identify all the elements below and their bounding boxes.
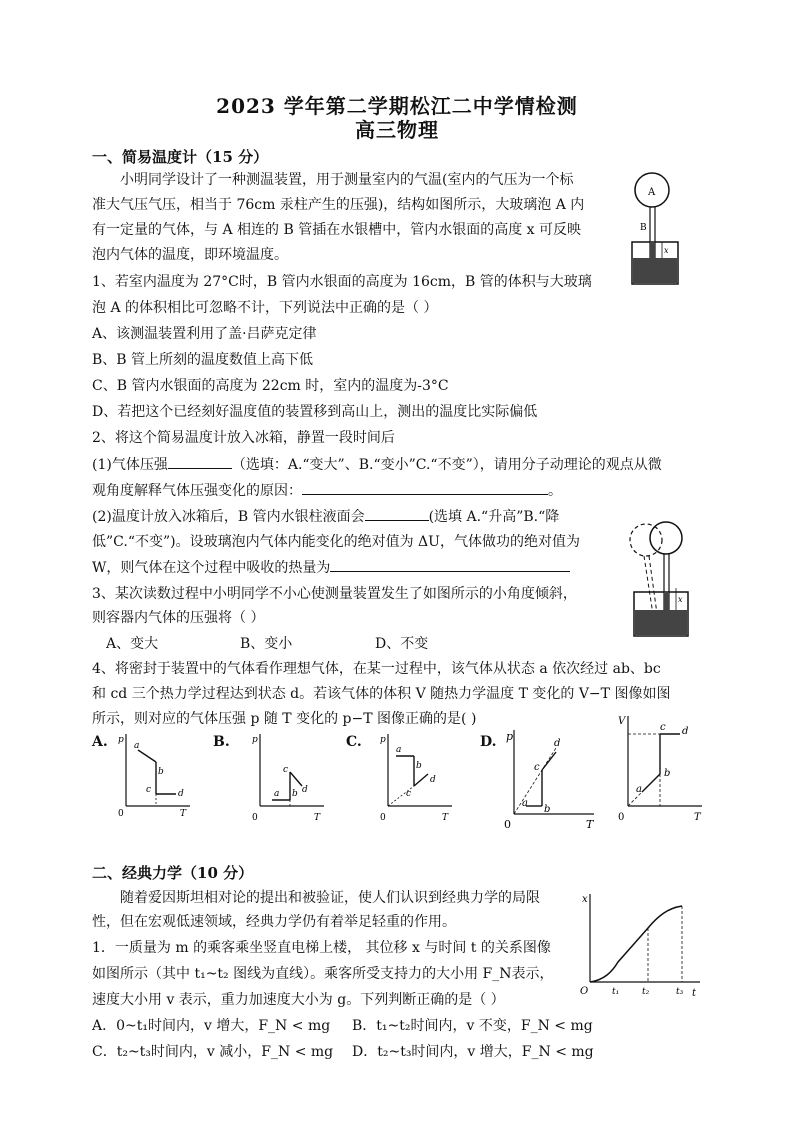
q1-stem-line: 1、若室内温度为 27°C时，B 管内水银面的高度为 16cm，B 管的体积与大玻璃 bbox=[92, 274, 592, 290]
xt-graph bbox=[574, 890, 706, 1002]
q1-option-c: C、B 管内水银面的高度为 22cm 时，室内的温度为-3°C bbox=[92, 378, 449, 394]
svg-text:0: 0 bbox=[252, 813, 258, 822]
section1-intro-line: 有一定量的气体，与 A 相连的 B 管插在水银槽中，管内水银面的高度 x 可反映 bbox=[92, 222, 581, 238]
q2-part1-text: 。 bbox=[548, 483, 562, 499]
svg-text:V: V bbox=[618, 716, 626, 727]
q4-stem-line: 4、将密封于装置中的气体看作理想气体，在某一过程中，该气体从状态 a 依次经过 ab、bc bbox=[92, 661, 661, 677]
svg-text:a: a bbox=[396, 745, 402, 755]
q3-option-b: B、变小 bbox=[240, 636, 293, 652]
svg-text:b: b bbox=[416, 761, 422, 771]
s2q1-option-c: C．t₂~t₃时间内，v 减小，F_N < mg bbox=[92, 1044, 334, 1060]
answer-blank[interactable] bbox=[302, 480, 548, 495]
q2-part2-line2: 低”C.“不变”)。设玻璃泡内气体内能变化的绝对值为 ΔU，气体做功的绝对值为 bbox=[92, 534, 580, 550]
svg-text:B: B bbox=[640, 223, 647, 233]
section1-intro-line: 小明同学设计了一种测温装置，用于测量室内的气温(室内的气压为一个标 bbox=[120, 172, 574, 188]
svg-text:a: a bbox=[522, 798, 528, 809]
svg-text:0: 0 bbox=[380, 813, 386, 822]
svg-text:0: 0 bbox=[504, 818, 511, 830]
q2-part2-line1 bbox=[92, 505, 559, 530]
svg-text:b: b bbox=[544, 804, 551, 815]
tilted-thermometer-figure bbox=[620, 516, 700, 644]
svg-text:0: 0 bbox=[618, 812, 625, 822]
svg-text:a: a bbox=[274, 789, 280, 799]
svg-text:p: p bbox=[506, 730, 514, 743]
svg-text:p: p bbox=[252, 735, 258, 745]
svg-text:T: T bbox=[586, 818, 594, 830]
q3-option-a: A、变大 bbox=[106, 636, 159, 652]
svg-text:t₁: t₁ bbox=[612, 987, 620, 997]
q3-option-d: D、不变 bbox=[375, 636, 429, 652]
page-title: 2023 学年第二学期松江二中学情检测 bbox=[216, 94, 578, 118]
svg-text:T: T bbox=[314, 813, 321, 822]
svg-text:p: p bbox=[118, 735, 124, 745]
svg-text:b: b bbox=[664, 768, 671, 779]
svg-text:O: O bbox=[580, 986, 589, 997]
section2-heading: 二、经典力学（10 分） bbox=[92, 864, 254, 882]
svg-text:d: d bbox=[430, 775, 436, 785]
page-subtitle: 高三物理 bbox=[355, 118, 439, 142]
q2-part2-line3 bbox=[92, 556, 570, 581]
q2-part1-line2 bbox=[92, 479, 562, 504]
graph-label-b: B. bbox=[213, 734, 230, 750]
section1-heading: 一、简易温度计（15 分） bbox=[92, 148, 269, 166]
q2-part1-text: （选填：A.“变大”、B.“变小”C.“不变”），请用分子动理论的观点从微 bbox=[231, 457, 662, 473]
thermometer-figure bbox=[622, 170, 690, 290]
svg-text:T: T bbox=[694, 812, 701, 822]
svg-text:d: d bbox=[682, 726, 689, 737]
q1-stem-line: 泡 A 的体积相比可忽略不计，下列说法中正确的是（ ） bbox=[92, 300, 438, 316]
q4-stem-line: 所示，则对应的气体压强 p 随 T 变化的 p−T 图像正确的是( ) bbox=[92, 711, 477, 727]
q1-option-d: D、若把这个已经刻好温度值的装置移到高山上，测出的温度比实际偏低 bbox=[92, 404, 538, 420]
q2-part1-line1 bbox=[92, 453, 662, 478]
svg-text:T: T bbox=[442, 813, 449, 822]
s2q1-option-d: D．t₂~t₃时间内，v 增大，F_N < mg bbox=[352, 1044, 594, 1060]
q2-part1-text: 观角度解释气体压强变化的原因： bbox=[92, 483, 302, 499]
section2-intro-line: 随着爱因斯坦相对论的提出和被验证，使人们认识到经典力学的局限 bbox=[120, 890, 540, 906]
svg-text:a: a bbox=[134, 741, 140, 751]
svg-text:t₂: t₂ bbox=[642, 987, 650, 997]
q4-stem-line: 和 cd 三个热力学过程达到状态 d。若该气体的体积 V 随热力学温度 T 变化的 V−T 图像如图 bbox=[92, 686, 671, 702]
svg-text:d: d bbox=[302, 785, 308, 795]
svg-text:b: b bbox=[292, 789, 298, 799]
q2-part2-text: W，则气体在这个过程中吸收的热量为 bbox=[92, 560, 331, 576]
q2-part2-text: (选填 A.“升高”B.“降 bbox=[428, 509, 560, 525]
svg-text:x: x bbox=[664, 246, 669, 255]
q2-part1-text: (1)气体压强 bbox=[92, 457, 168, 473]
q1-option-b: B、B 管上所刻的温度数值上高下低 bbox=[92, 352, 314, 368]
svg-text:p: p bbox=[380, 735, 386, 745]
s2q1-option-a: A．0~t₁时间内，v 增大，F_N < mg bbox=[92, 1018, 331, 1034]
s2q1-option-b: B．t₁~t₂时间内，v 不变，F_N < mg bbox=[352, 1018, 593, 1034]
q1-option-a: A、该测温装置利用了盖·吕萨克定律 bbox=[92, 326, 317, 342]
svg-text:x: x bbox=[582, 894, 588, 905]
q3-stem-line: 则容器内气体的压强将（ ） bbox=[92, 610, 265, 626]
s2q1-stem-line: 速度大小用 v 表示，重力加速度大小为 g。下列判断正确的是（ ） bbox=[92, 992, 505, 1008]
answer-blank[interactable] bbox=[365, 506, 429, 521]
answer-blank[interactable] bbox=[330, 557, 570, 572]
svg-text:A: A bbox=[648, 187, 656, 198]
svg-text:c: c bbox=[534, 762, 540, 773]
section1-intro-line: 准大气压气压，相当于 76cm 汞柱产生的压强)，结构如图所示，大玻璃泡 A 内 bbox=[92, 197, 585, 213]
svg-text:c: c bbox=[283, 765, 289, 775]
svg-text:d: d bbox=[178, 789, 184, 799]
graph-d bbox=[500, 726, 600, 830]
vt-graph bbox=[614, 712, 706, 822]
s2q1-stem-line: 1．一质量为 m 的乘客乘坐竖直电梯上楼， 其位移 x 与时间 t 的关系图像 bbox=[92, 940, 551, 956]
answer-blank[interactable] bbox=[168, 454, 232, 469]
graph-c bbox=[374, 730, 456, 822]
svg-text:T: T bbox=[180, 809, 187, 818]
graph-label-c: C. bbox=[346, 734, 362, 750]
section2-intro-line: 性，但在宏观低速领域，经典力学仍有着举足轻重的作用。 bbox=[92, 914, 456, 930]
svg-text:a: a bbox=[636, 784, 642, 795]
q2-part2-text: (2)温度计放入冰箱后，B 管内水银柱液面会 bbox=[92, 509, 365, 525]
graph-label-a: A. bbox=[92, 734, 108, 750]
svg-text:t: t bbox=[692, 988, 697, 999]
s2q1-stem-line: 如图所示（其中 t₁~t₂ 图线为直线）。乘客所受支持力的大小用 F_N表示， bbox=[92, 966, 554, 982]
q2-stem: 2、将这个简易温度计放入冰箱，静置一段时间后 bbox=[92, 430, 395, 446]
svg-text:x: x bbox=[678, 595, 683, 604]
svg-text:b: b bbox=[158, 767, 164, 777]
graph-a bbox=[112, 730, 194, 818]
svg-text:c: c bbox=[660, 722, 666, 733]
svg-text:0: 0 bbox=[118, 809, 124, 818]
svg-text:d: d bbox=[554, 738, 561, 749]
svg-text:t₃: t₃ bbox=[676, 987, 684, 997]
svg-text:c: c bbox=[406, 789, 412, 799]
svg-text:c: c bbox=[146, 785, 152, 795]
graph-label-d: D. bbox=[480, 734, 497, 750]
graph-b bbox=[246, 730, 328, 822]
section1-intro-line: 泡内气体的温度，即环境温度。 bbox=[92, 247, 288, 263]
q3-stem-line: 3、某次读数过程中小明同学不小心使测量装置发生了如图所示的小角度倾斜， bbox=[92, 586, 577, 602]
